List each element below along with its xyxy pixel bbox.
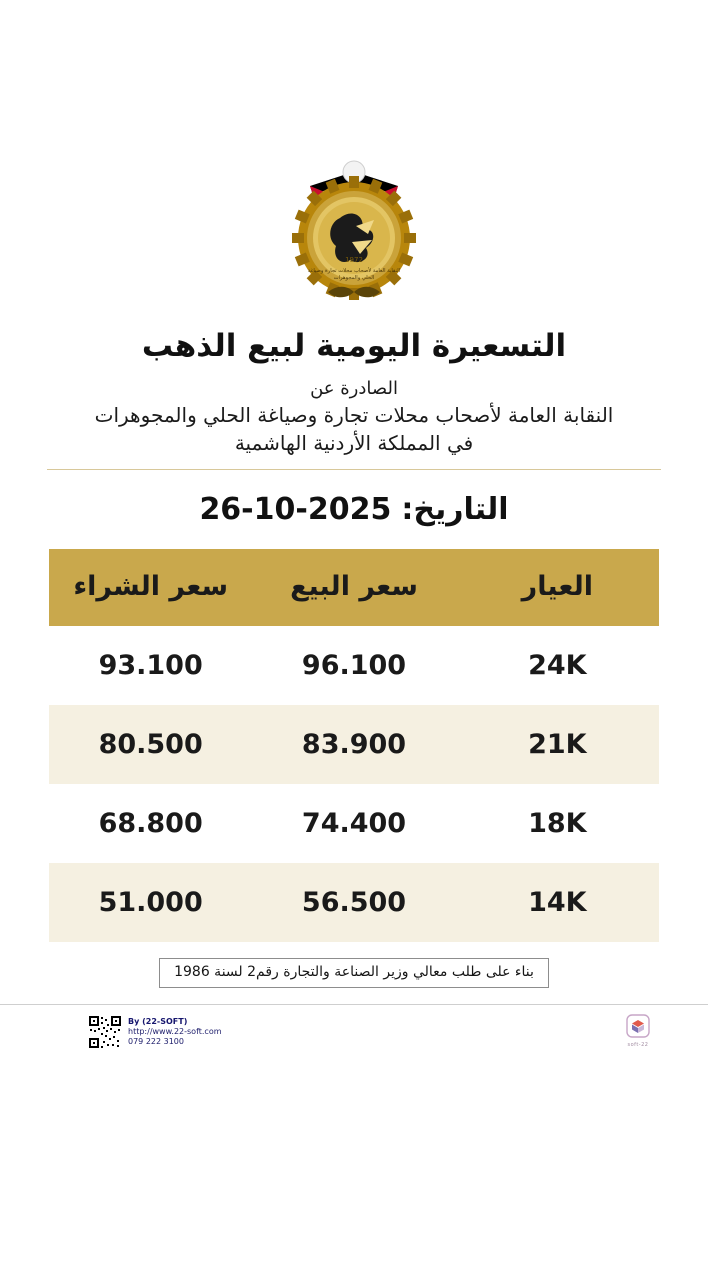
table-header-row bbox=[49, 549, 659, 626]
syndicate-logo bbox=[259, 140, 449, 320]
issuer-line-2: في المملكة الأردنية الهاشمية bbox=[234, 431, 474, 455]
cell-karat: 24K bbox=[456, 626, 659, 705]
cell-buy: 51.000 bbox=[49, 863, 252, 942]
table-row bbox=[49, 626, 659, 705]
vendor-website[interactable]: http://www.22-soft.com bbox=[128, 1027, 222, 1036]
price-table bbox=[49, 549, 659, 942]
date-label: التاريخ: bbox=[401, 492, 509, 527]
cell-karat: 14K bbox=[456, 863, 659, 942]
vendor-caption: 22-soft bbox=[627, 1042, 649, 1048]
cell-buy: 93.100 bbox=[49, 626, 252, 705]
table-row bbox=[49, 705, 659, 784]
legal-note: بناء على طلب معالي وزير الصناعة والتجارة رقم2 لسنة 1986 bbox=[159, 958, 549, 988]
vendor-contact bbox=[88, 1015, 222, 1049]
price-table-container bbox=[49, 549, 659, 942]
cell-sell: 83.900 bbox=[252, 705, 455, 784]
cube-logo-icon bbox=[625, 1013, 651, 1039]
date-row bbox=[199, 492, 508, 527]
issued-by-prefix: الصادرة عن bbox=[310, 378, 398, 399]
svg-text:النقابة العامة لأصحاب محلات تج: النقابة العامة لأصحاب محلات تجارة وصياغة bbox=[307, 268, 401, 274]
column-header-buy: سعر الشراء bbox=[49, 549, 252, 626]
issuer-line-1: النقابة العامة لأصحاب محلات تجارة وصياغة الحلي والمجوهرات bbox=[94, 403, 614, 427]
syndicate-emblem-icon bbox=[259, 140, 449, 320]
footer bbox=[0, 1005, 708, 1077]
column-header-sell: سعر البيع bbox=[252, 549, 455, 626]
vendor-logo bbox=[608, 1013, 668, 1048]
cell-sell: 56.500 bbox=[252, 863, 455, 942]
date-value: 26-10-2025 bbox=[199, 492, 392, 527]
svg-text:1972: 1972 bbox=[345, 256, 363, 264]
vendor-name: By (22-SOFT) bbox=[128, 1017, 188, 1026]
table-row bbox=[49, 863, 659, 942]
page-title: التسعيرة اليومية لبيع الذهب bbox=[141, 328, 567, 364]
column-header-karat: العيار bbox=[456, 549, 659, 626]
cell-sell: 96.100 bbox=[252, 626, 455, 705]
cell-buy: 80.500 bbox=[49, 705, 252, 784]
cell-karat: 21K bbox=[456, 705, 659, 784]
cell-sell: 74.400 bbox=[252, 784, 455, 863]
price-table-body bbox=[49, 626, 659, 942]
qr-code-icon bbox=[88, 1015, 122, 1049]
cell-buy: 68.800 bbox=[49, 784, 252, 863]
price-table-head bbox=[49, 549, 659, 626]
vendor-text-block bbox=[128, 1015, 222, 1047]
vendor-phone: 079 222 3100 bbox=[128, 1037, 184, 1046]
svg-text:الحلي والمجوهرات: الحلي والمجوهرات bbox=[333, 275, 375, 281]
header-divider bbox=[47, 469, 661, 470]
table-row bbox=[49, 784, 659, 863]
cell-karat: 18K bbox=[456, 784, 659, 863]
